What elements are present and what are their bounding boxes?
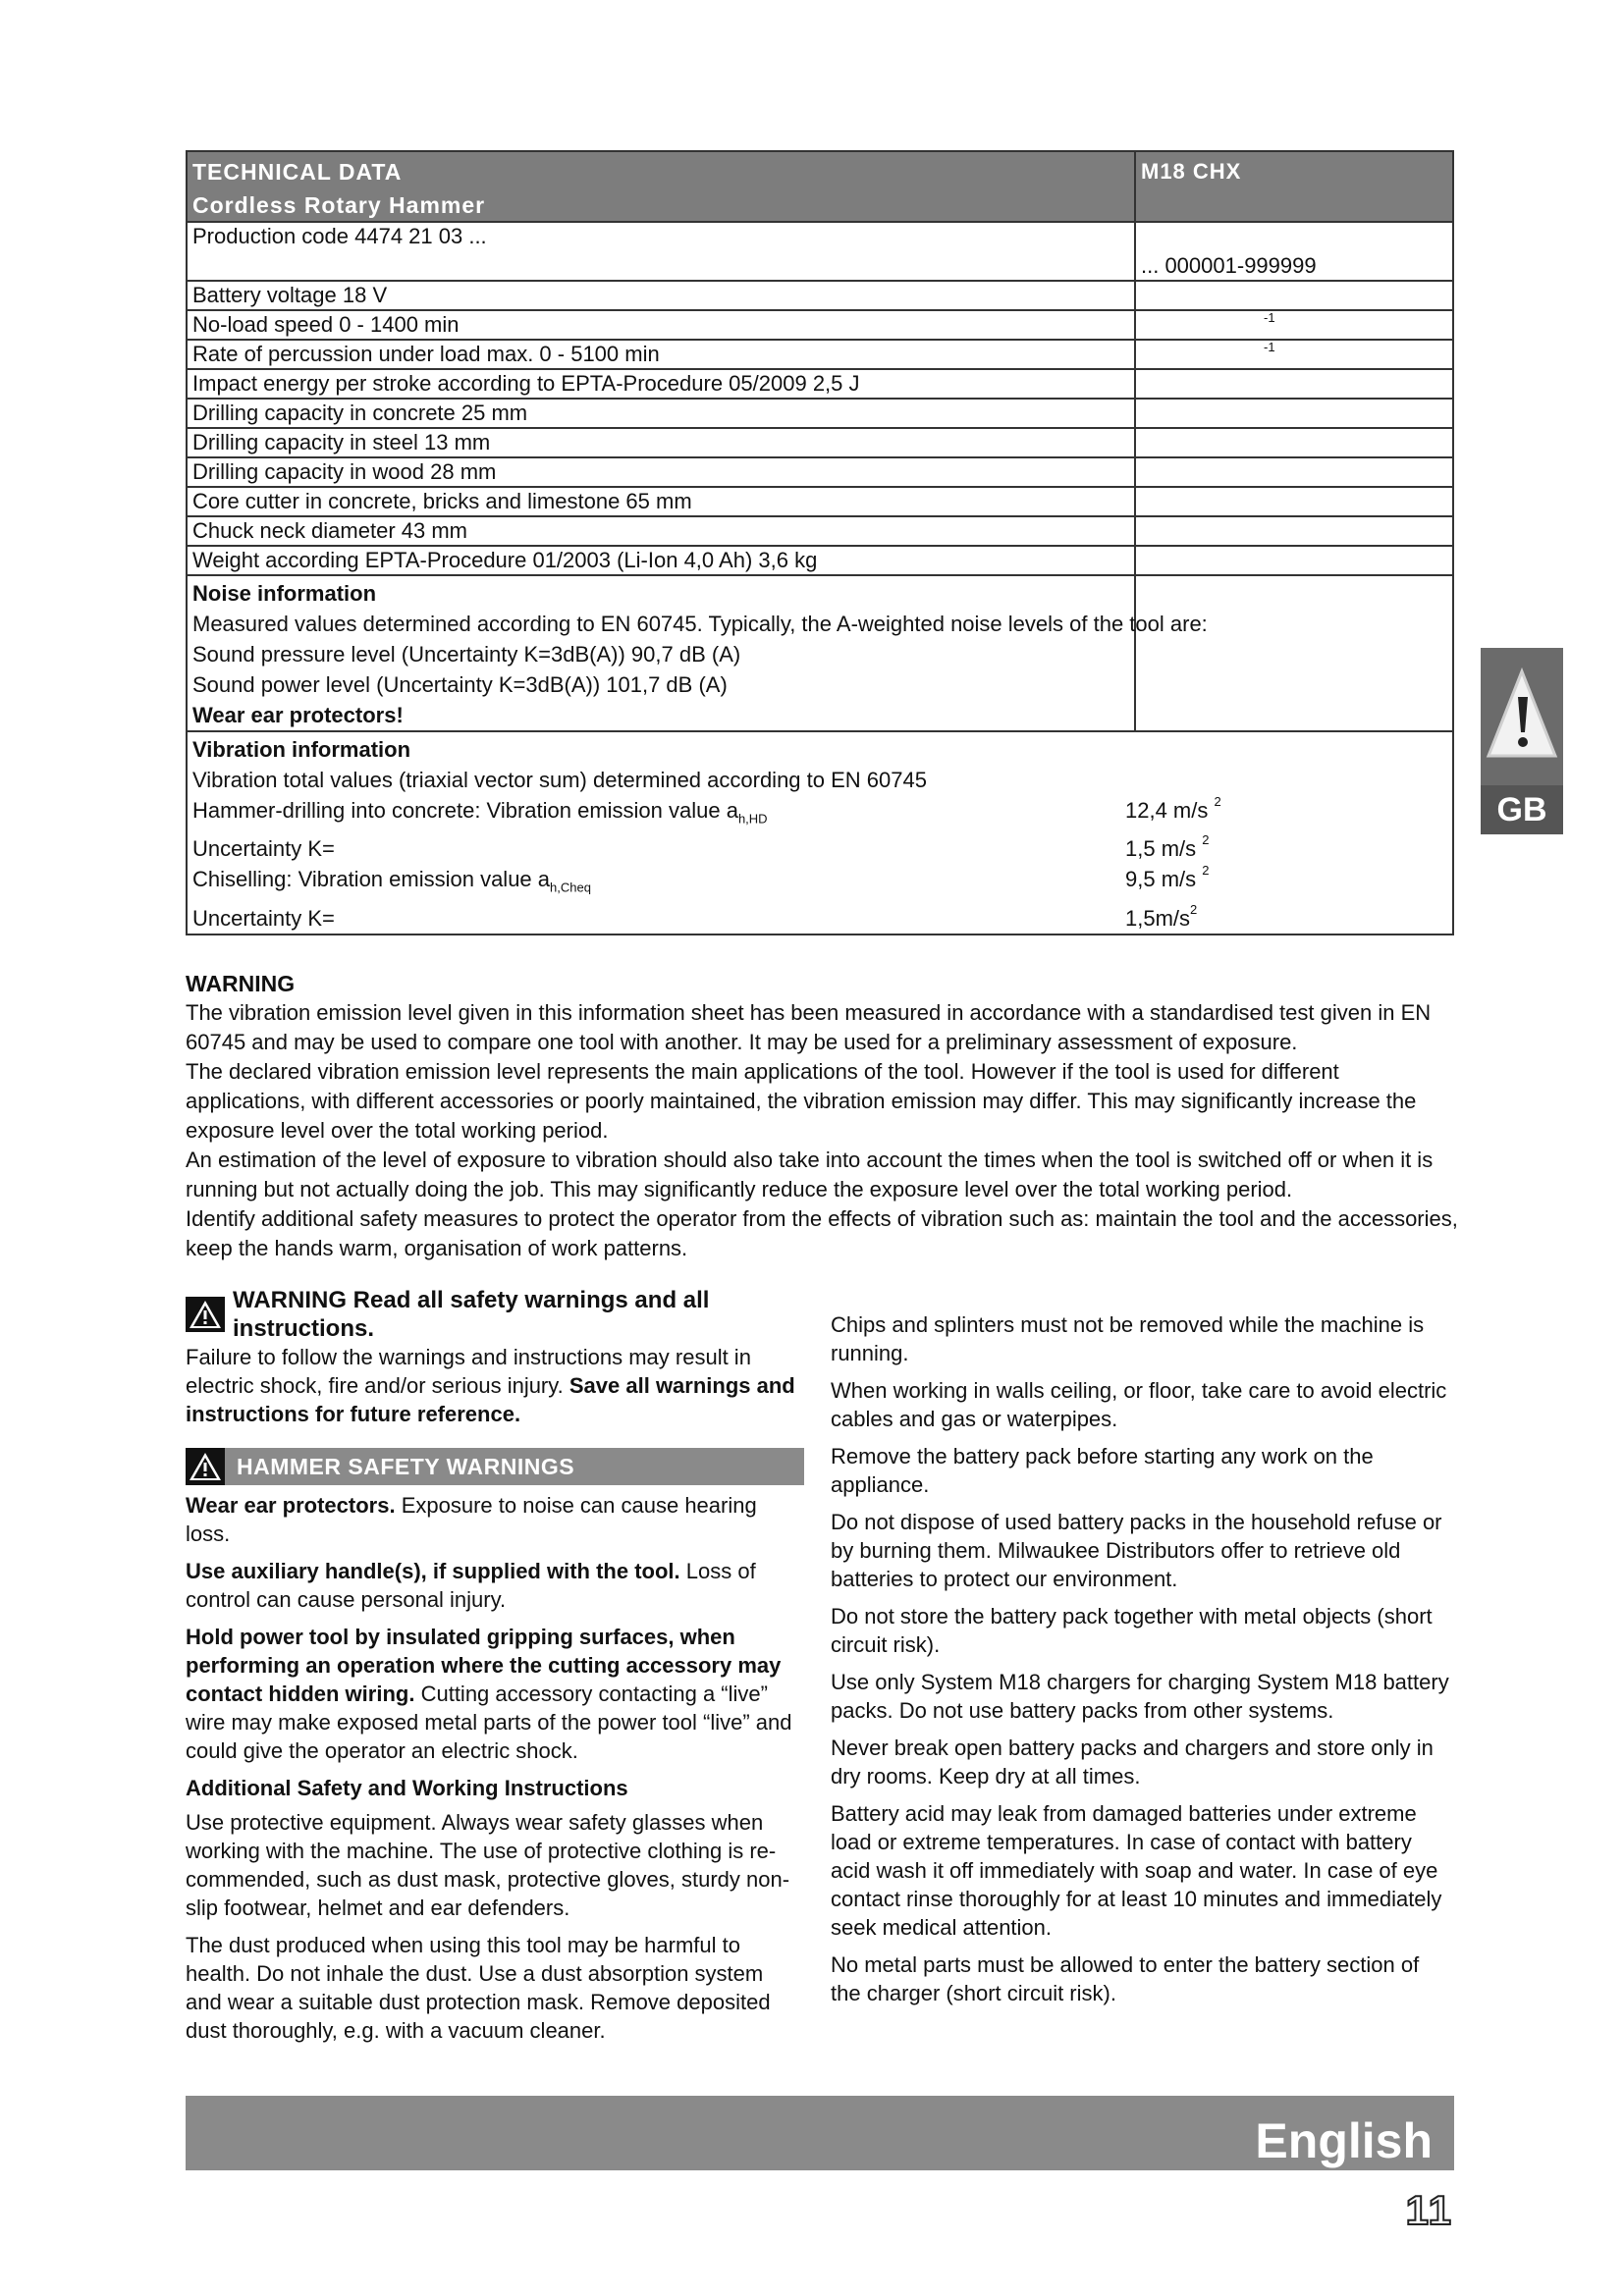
instruction-paragraph: No metal parts must be allowed to enter the battery section of the charger (short circuit risk). (831, 1952, 1420, 2005)
table-header-row (187, 151, 1453, 222)
vibration-info (187, 731, 1453, 934)
subscript: h,Cheq (550, 880, 591, 895)
vibration-title: Vibration information (192, 737, 411, 762)
noise-info (187, 575, 1208, 731)
bold-lead: Hold power tool by insulated gripping surfaces, when performing an operation where the cutting accessory may contact hidden wiring. (186, 1625, 782, 1706)
general-warning-title: WARNING Read all safety warnings and all instructions. (233, 1287, 710, 1342)
spec-value (1135, 457, 1453, 487)
vib-value (1125, 833, 1452, 864)
warning-paragraph: An estimation of the level of exposure to vibration should also take into account the times when the tool is switched off or when it is running but not actually doing the job. This may significantly reduce the exposure level over the total working period. (186, 1148, 1434, 1201)
safety-paragraph (186, 1491, 804, 1548)
spec-value (1135, 487, 1453, 516)
spec-label: Weight according EPTA-Procedure 01/2003 (Li-Ion 4,0 Ah) 3,6 kg (187, 546, 1135, 575)
instruction-paragraph: Use only System M18 chargers for charging System M18 battery packs. Do not use battery packs from other systems. (831, 1670, 1449, 1723)
vib-label-text: Chiselling: Vibration emission value a (192, 867, 551, 892)
wear-ear-protectors: Wear ear protectors! (192, 703, 404, 727)
table-row (187, 310, 1453, 340)
vib-label (192, 864, 1125, 902)
table-row (187, 428, 1453, 457)
general-warning-heading (186, 1286, 804, 1343)
vib-label (192, 903, 1125, 934)
table-row (187, 222, 1453, 281)
spec-value (1135, 281, 1453, 310)
bold-lead: Use auxiliary handle(s), if supplied with the tool. (186, 1559, 680, 1583)
vib-label-text: Hammer-drilling into concrete: Vibration emission value a (192, 798, 738, 823)
spec-label: Production code 4474 21 03 ... (187, 222, 1135, 281)
instruction-paragraph: Never break open battery packs and chargers and store only in dry rooms. Keep dry at all times. (831, 1735, 1434, 1789)
language-code: GB (1496, 791, 1547, 828)
table-row (192, 795, 1452, 833)
spec-label: Drilling capacity in wood 28 mm (187, 457, 1135, 487)
section-title: HAMMER SAFETY WARNINGS (237, 1453, 575, 1479)
table-row (192, 864, 1452, 902)
right-column (831, 1310, 1454, 2016)
spec-value: ... 000001-999999 (1135, 222, 1453, 281)
general-warning-text (186, 1343, 804, 1428)
product-name: Cordless Rotary Hammer (192, 192, 486, 218)
spec-label: Battery voltage 18 V (187, 281, 1135, 310)
technical-data-table (186, 150, 1454, 935)
vib-label-text: Uncertainty K= (192, 836, 335, 862)
safety-paragraph (186, 1623, 804, 1765)
superscript: 2 (1214, 794, 1221, 809)
instruction-paragraph: Battery acid may leak from damaged batteries under extreme load or extreme temperatures. In case of contact with battery acid wash it off immediately with soap and water. In case of eye contact rinse thoroughly for at least 10 minutes and immediately seek medical attention. (831, 1801, 1442, 1940)
additional-instructions-heading: Additional Safety and Working Instructions (186, 1776, 628, 1800)
vib-value-text: 12,4 m/s (1125, 798, 1209, 823)
vib-value (1125, 864, 1452, 902)
vibration-values (192, 795, 1452, 934)
page-number: 11 (1405, 2187, 1453, 2233)
noise-intro: Measured values determined according to EN 60745. Typically, the A-weighted noise levels of the tool are: (192, 612, 1208, 636)
table-row (187, 340, 1453, 369)
technical-data-title: TECHNICAL DATA (192, 159, 403, 185)
table-row (187, 457, 1453, 487)
safety-paragraph: The dust produced when using this tool may be harmful to health. Do not inhale the dust. Use a dust absorption system and wear a suitable dust protection mask. Remove deposited dust thoroughly, e.g. with a vacuum cleaner. (186, 1933, 771, 2043)
spec-label: Drilling capacity in concrete 25 mm (187, 399, 1135, 428)
table-row (192, 903, 1452, 934)
superscript: -1 (1264, 340, 1275, 354)
sound-power: Sound power level (Uncertainty K=3dB(A)) 101,7 dB (A) (192, 672, 728, 697)
sound-pressure: Sound pressure level (Uncertainty K=3dB(A)) 90,7 dB (A) (192, 642, 741, 667)
vib-value-text: 1,5 m/s (1125, 836, 1197, 862)
vib-label (192, 833, 1125, 864)
warning-triangle-icon (186, 1297, 225, 1332)
spec-value (1135, 428, 1453, 457)
warning-triangle-icon (186, 1448, 225, 1485)
spec-value (1135, 546, 1453, 575)
safety-paragraph (186, 1557, 804, 1614)
warning-text: Failure to follow the warnings and instructions may result in electric shock, fire and/or serious injury. (186, 1345, 751, 1398)
instruction-paragraph: When working in walls ceiling, or floor, take care to avoid electric cables and gas or waterpipes. (831, 1378, 1447, 1431)
noise-value-cell (1135, 575, 1453, 731)
warning-paragraph: The vibration emission level given in this information sheet has been measured in accordance with a standardised test given in EN 60745 and may be used to compare one tool with another. It may be used for a preliminary assessment of exposure. (186, 1000, 1432, 1054)
spec-value (1135, 369, 1453, 399)
spec-label: No-load speed 0 - 1400 min (187, 310, 1135, 340)
table-row (187, 546, 1453, 575)
body-text: Cutting accessory contacting a “live” wire may make exposed metal parts of the power tool “live” and could give the operator an electric shock. (186, 1682, 792, 1763)
spec-value (1135, 516, 1453, 546)
safety-paragraph: Use protective equipment. Always wear safety glasses when working with the machine. The use of protective clothing is re-commended, such as dust mask, protective gloves, sturdy non-slip footwear, helmet and ear defenders. (186, 1810, 790, 1920)
body-text: Exposure to noise can cause hearing loss. (186, 1493, 757, 1546)
spec-label: Chuck neck diameter 43 mm (187, 516, 1135, 546)
vibration-warning (186, 969, 1462, 1263)
table-row (192, 833, 1452, 864)
left-column (186, 1286, 804, 2054)
spec-value (1135, 340, 1453, 369)
spec-label: Drilling capacity in steel 13 mm (187, 428, 1135, 457)
superscript: 2 (1202, 832, 1210, 848)
spec-value (1135, 310, 1453, 340)
vib-value-text: 1,5m/s (1125, 905, 1191, 931)
vibration-intro: Vibration total values (triaxial vector sum) determined according to EN 60745 (192, 768, 927, 792)
table-header-left (187, 151, 1135, 222)
body-text: Loss of control can cause personal injury. (186, 1559, 756, 1612)
noise-title: Noise information (192, 581, 377, 606)
warning-paragraph: Identify additional safety measures to protect the operator from the effects of vibration such as: maintain the tool and the accessories, keep the hands warm, organisation of work patterns. (186, 1206, 1458, 1260)
table-row (187, 281, 1453, 310)
spec-value (1135, 399, 1453, 428)
spec-label: Impact energy per stroke according to EPTA-Procedure 05/2009 2,5 J (187, 369, 1135, 399)
vib-value-text: 9,5 m/s (1125, 867, 1197, 892)
table-row (187, 516, 1453, 546)
instruction-paragraph: Remove the battery pack before starting any work on the appliance. (831, 1444, 1374, 1497)
spec-label: Rate of percussion under load max. 0 - 5100 min (187, 340, 1135, 369)
superscript: 2 (1202, 863, 1210, 879)
superscript: 2 (1190, 901, 1198, 917)
instruction-paragraph: Do not store the battery pack together with metal objects (short circuit risk). (831, 1604, 1433, 1657)
subscript: h,HD (737, 811, 768, 827)
warning-paragraph: The declared vibration emission level represents the main applications of the tool. However if the tool is used for different applications, with different accessories or poorly maintained, the vibration emission may differ. This may significantly increase the exposure level over the total working period. (186, 1059, 1417, 1143)
warning-title: WARNING (186, 971, 296, 996)
footer-language-bar (186, 2096, 1454, 2170)
model-header: M18 CHX (1135, 151, 1453, 222)
vibration-info-row (187, 731, 1453, 934)
table-row (187, 487, 1453, 516)
bold-lead: Wear ear protectors. (186, 1493, 396, 1518)
table-row (187, 369, 1453, 399)
vib-value (1125, 795, 1452, 833)
warning-exclamation-icon (1481, 648, 1563, 785)
spec-label: Core cutter in concrete, bricks and limestone 65 mm (187, 487, 1135, 516)
language-side-tab (1481, 648, 1563, 834)
instruction-paragraph: Chips and splinters must not be removed while the machine is running. (831, 1312, 1425, 1365)
hammer-safety-section-bar (186, 1448, 804, 1485)
vib-label (192, 795, 1125, 833)
instruction-paragraph: Do not dispose of used battery packs in the household refuse or by burning them. Milwaukee Distributors offer to retrieve old batteries to protect our environment. (831, 1510, 1442, 1591)
table-row (187, 399, 1453, 428)
warning-bold-text: Save all warnings and instructions for future reference. (186, 1373, 795, 1426)
noise-info-row (187, 575, 1453, 731)
superscript: -1 (1264, 310, 1275, 325)
footer-language: English (1255, 2113, 1433, 2168)
vib-label-text: Uncertainty K= (192, 905, 335, 931)
vib-value (1125, 903, 1452, 934)
